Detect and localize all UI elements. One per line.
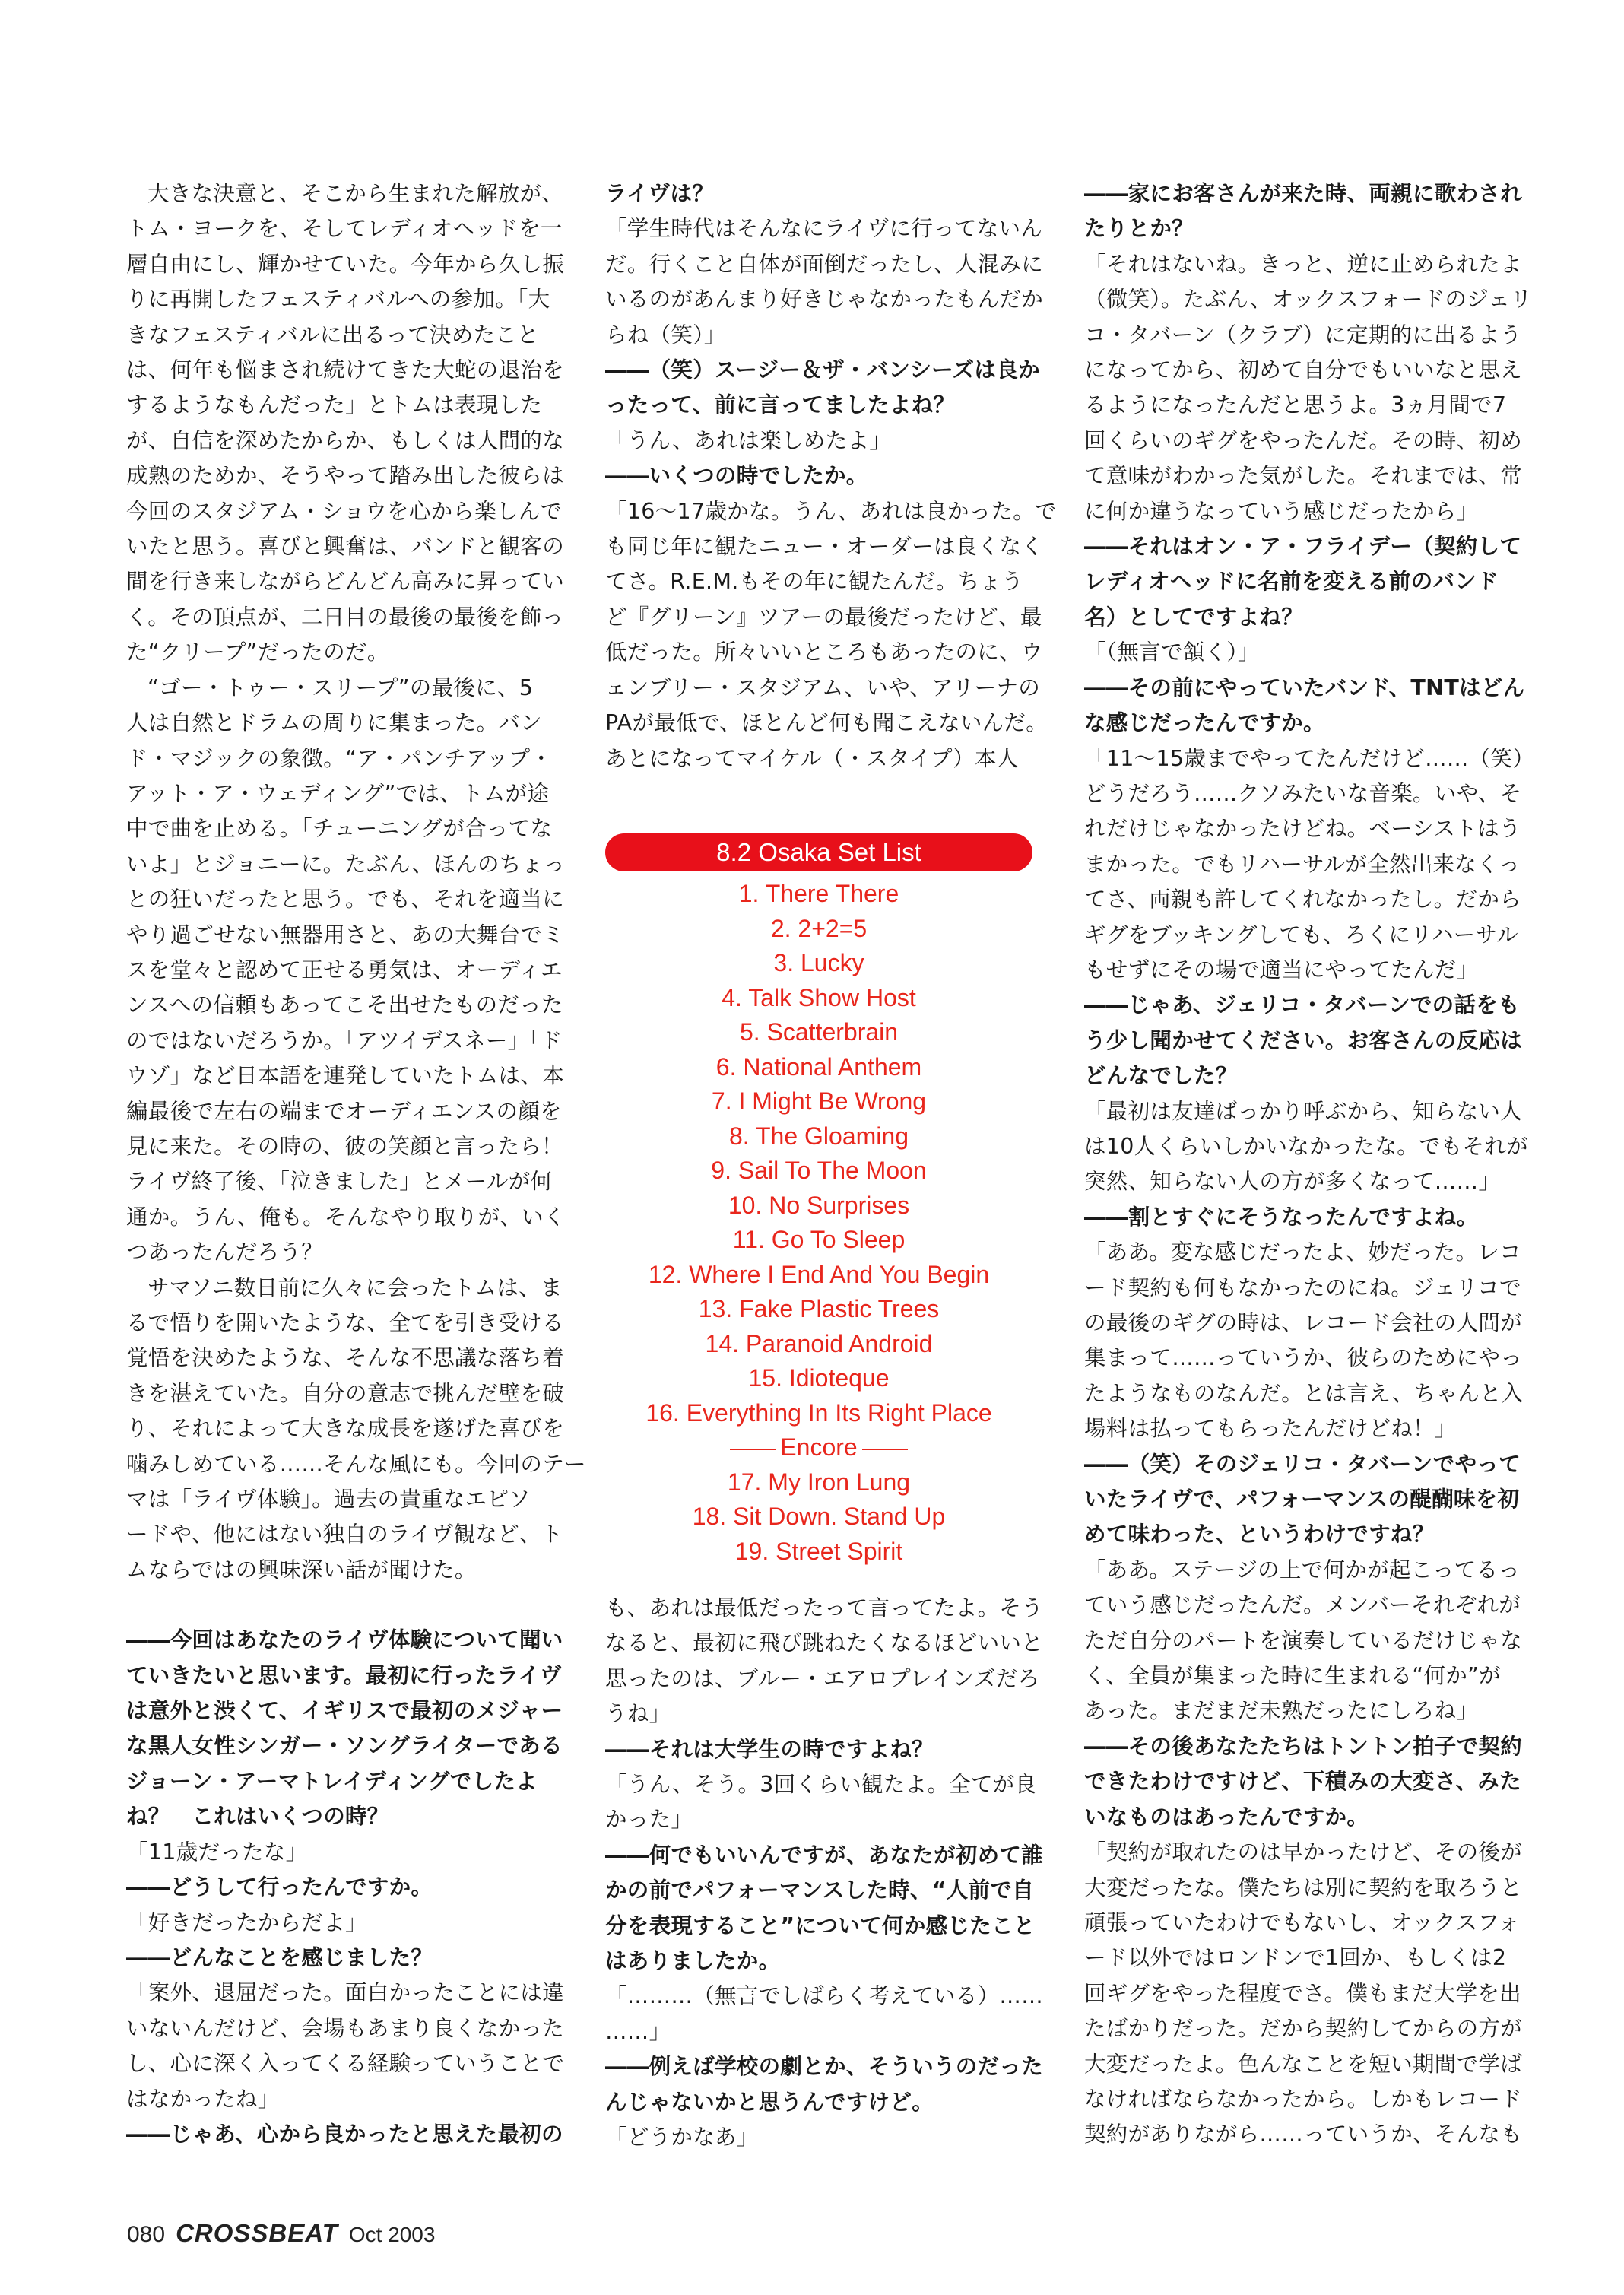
body-text-line: コ・タバーン（クラブ）に定期的に出るよう [1084, 322, 1522, 348]
setlist-track: 3. Lucky [773, 949, 864, 976]
interview-question-line: ――それはオン・ア・フライデー（契約して [1084, 534, 1522, 560]
body-text-line: 中で曲を止める。「チューニングが合ってな [126, 816, 553, 842]
interview-question-line: う少し聞かせてください。お客さんの反応は [1084, 1027, 1523, 1053]
body-text-line: もせずにその場で適当にやってたんだ」 [1084, 957, 1479, 982]
article-column-3 [1084, 176, 1535, 2153]
body-text-line: ド・マジックの象徴。“ア・パンチアップ・ [126, 745, 553, 771]
body-text-line: ード以外ではロンドンで1回か、もしくは2 [1084, 1945, 1507, 1971]
interview-question-line: ――その前にやっていたバンド、TNTはどん [1084, 675, 1525, 700]
body-text-line: 「16〜17歳かな。うん、あれは良かった。で [605, 498, 1057, 524]
magazine-name: CROSSBEAT [176, 2219, 338, 2247]
body-text-line: 成熟のためか、そうやって踏み出した彼らは [126, 463, 565, 489]
body-text-line: り、それによって大きな成長を遂げた喜びを [126, 1416, 565, 1442]
body-text-line: ウゾ」など日本語を連発していたトムは、本 [126, 1063, 565, 1089]
body-text-line: 「どうかなあ」 [605, 2125, 759, 2151]
setlist-track: 14. Paranoid Android [705, 1329, 933, 1357]
body-text-line: 回くらいのギグをやったんだ。その時、初め [1084, 427, 1523, 453]
body-text-line: た“クリープ”だったのだ。 [126, 640, 389, 665]
body-text-line: いたと思う。喜びと興奮は、バンドと観客の [126, 534, 565, 560]
body-text-line: かった」 [605, 1807, 693, 1833]
body-text-line: 覚悟を決めたような、そんな不思議な落ち着 [126, 1345, 565, 1371]
interview-question-line: ――その後あなたたちはトントン拍子で契約 [1084, 1733, 1523, 1759]
body-text-line: 低だった。所々いいところもあったのに、ウ [605, 640, 1043, 665]
body-text-line: の最後のギグの時は、レコード会社の人間が [1084, 1310, 1523, 1335]
article-column-2-top [605, 176, 1057, 776]
body-text-line: ェンブリー・スタジアム、いや、アリーナの [605, 675, 1041, 700]
body-text-line: 間を行き来しながらどんどん高みに昇ってい [126, 569, 565, 595]
page-footer [127, 2219, 435, 2249]
body-text-line: いるのがあんまり好きじゃなかったもんだか [605, 287, 1044, 313]
interview-question-line: ――それは大学生の時ですよね？ [605, 1736, 934, 1762]
interview-question-line: ライヴは？ [605, 181, 715, 206]
body-text-line: ンスへの信頼もあってこそ出せたものだった [126, 992, 563, 1018]
interview-question-line: ――今回はあなたのライヴ体験について聞い [126, 1627, 563, 1653]
body-text-line: 「11〜15歳までやってたんだけど……（笑） [1084, 745, 1535, 771]
body-text-line: （微笑）。たぶん、オックスフォードのジェリ [1084, 287, 1533, 313]
setlist-track: 17. My Iron Lung [727, 1468, 911, 1496]
setlist-track: 18. Sit Down. Stand Up [692, 1503, 946, 1530]
body-text-line: れだけじゃなかったけどね。ベーシストはう [1084, 816, 1521, 842]
body-text-line: 大変だったよ。色んなことを短い期間で学ば [1084, 2051, 1523, 2077]
encore-rule-left [730, 1449, 776, 1450]
interview-question-line: な黒人女性シンガー・ソングライターである [126, 1733, 563, 1759]
body-text-line: 「案外、退屈だった。面白かったことには違 [126, 1980, 565, 2006]
body-text-line: く。その頂点が、二日目の最後の最後を飾っ [126, 604, 564, 630]
interview-question-line: ――じゃあ、心から良かったと思えた最初の [126, 2121, 563, 2147]
body-text-line: 噛みしめている……そんな風にも。今回のテー [126, 1451, 586, 1477]
interview-question-line: どんなでした？ [1084, 1063, 1238, 1089]
interview-question-line: ね？ これはいくつの時？ [126, 1804, 389, 1830]
setlist-track: 19. Street Spirit [734, 1537, 903, 1565]
body-text-line: マは「ライヴ体験」。過去の貴重なエピソ [126, 1487, 531, 1513]
body-text-line: らね（笑）」 [605, 322, 726, 348]
body-text-line: ギグをブッキングしても、ろくにリハーサル [1084, 922, 1518, 948]
interview-question-line: かの前でパフォーマンスした時、“人前で自 [605, 1878, 1034, 1903]
body-text-line: スを堂々と認めて正せる勇気は、オーディエ [126, 957, 563, 982]
setlist-title: 8.2 Osaka Set List [605, 833, 1032, 871]
interview-question-line: ――割とすぐにそうなったんですよね。 [1084, 1204, 1479, 1230]
body-text-line: ……」 [605, 2018, 671, 2044]
body-text-line: トム・ヨークを、そしてレディオヘッドを一 [126, 216, 563, 242]
body-text-line: 「好きだったからだよ」 [126, 1909, 367, 1935]
body-text-line: く、全員が集まった時に生まれる“何か”が [1084, 1663, 1501, 1689]
interview-question-line: ――例えば学校の劇とか、そういうのだった [605, 2054, 1044, 2080]
interview-question-line: ――（笑）スージー＆ザ・バンシーズは良か [605, 357, 1040, 383]
body-text-line: 「うん、そう。3回くらい観たよ。全てが良 [605, 1772, 1037, 1798]
body-text-line: どうだろう……クソみたいな音楽。いや、そ [1084, 780, 1522, 806]
body-text-line: 見に来た。その時の、彼の笑顔と言ったら！ [126, 1133, 563, 1159]
body-text-line: るで悟りを開いたような、全てを引き受ける [126, 1310, 564, 1335]
body-text-line: つあったんだろう？ [126, 1240, 323, 1265]
interview-question-line: ていきたいと思います。最初に行ったライヴ [126, 1662, 562, 1688]
interview-question-line: たりとか？ [1084, 216, 1194, 242]
body-text-line: し、心に深く入ってくる経験っていうことで [126, 2051, 565, 2077]
body-text-line: は、何年も悩まされ続けてきた大蛇の退治を [126, 357, 565, 383]
setlist-track: 5. Scatterbrain [739, 1018, 899, 1046]
body-text-line: 「最初は友達ばっかり呼ぶから、知らない人 [1084, 1098, 1523, 1124]
body-text-line: ただ自分のパートを演奏しているだけじゃな [1084, 1627, 1523, 1653]
interview-question-line: ジョーン・アーマトレイディングでしたよ [126, 1768, 538, 1794]
body-text-line: 大変だったな。僕たちは別に契約を取ろうと [1084, 1874, 1523, 1900]
body-text-line: 人は自然とドラムの周りに集まった。バン [126, 710, 542, 736]
body-text-line: あとになってマイケル（・スタイプ）本人 [605, 745, 1019, 771]
interview-question-line: ったって、前に言ってましたよね？ [605, 392, 956, 418]
interview-question-line: いたライヴで、パフォーマンスの醍醐味を初 [1084, 1487, 1520, 1513]
body-text-line: たばかりだった。だから契約してからの方が [1084, 2016, 1523, 2042]
setlist-track: 15. Idioteque [748, 1364, 890, 1392]
body-text-line: との狂いだったと思う。でも、それを適当に [126, 887, 565, 913]
body-text-line: ライヴ終了後、「泣きました」とメールが何 [126, 1169, 553, 1195]
body-text-line: サマソニ数日前に久々に会ったトムは、ま [147, 1274, 563, 1300]
encore-divider [605, 1430, 1032, 1465]
interview-question-line: ――じゃあ、ジェリコ・タバーンでの話をも [1084, 992, 1520, 1018]
setlist-track: 4. Talk Show Host [722, 983, 916, 1011]
setlist-track: 11. Go To Sleep [732, 1226, 906, 1253]
body-text-line: 「（無言で頷く）」 [1084, 640, 1260, 665]
track-list [605, 877, 1032, 1430]
setlist-track: 10. No Surprises [728, 1191, 910, 1219]
body-text-line: まかった。でもリハーサルが全然出来なくっ [1084, 851, 1521, 877]
encore-label: Encore [780, 1433, 858, 1461]
body-text-line: 思ったのは、ブルー・エアロプレインズだろ [605, 1665, 1040, 1691]
setlist-box [605, 833, 1032, 1569]
body-text-line: きなフェスティバルに出るって決めたこと [126, 322, 539, 348]
article-column-1 [126, 176, 586, 2152]
body-text-line: するようなもんだった」とトムは表現した [126, 392, 543, 418]
body-text-line: ムならではの興味深い話が聞けた。 [126, 1557, 477, 1582]
interview-question-line: レディオヘッドに名前を変える前のバンド [1084, 569, 1499, 595]
body-text-line: 大きな決意と、そこから生まれた解放が、 [147, 181, 564, 206]
body-text-line: いないんだけど、会場もあまり良くなかった [126, 2015, 565, 2041]
article-column-2-bottom [605, 1591, 1044, 2156]
body-text-line: 「11歳だったな」 [126, 1839, 308, 1865]
interview-question-line: ――何でもいいんですが、あなたが初めて誰 [605, 1842, 1044, 1868]
interview-question-line: できたわけですけど、下積みの大変さ、みた [1084, 1769, 1521, 1795]
body-text-line: ど『グリーン』ツアーの最後だったけど、最 [605, 604, 1042, 630]
body-text-line: 突然、知らない人の方が多くなって……」 [1084, 1169, 1501, 1195]
body-text-line: ード契約も何もなかったのにね。ジェリコで [1084, 1274, 1521, 1300]
interview-question-line: めて味わった、というわけですね？ [1084, 1522, 1435, 1547]
body-text-line: りに再開したフェスティバルへの参加。「大 [126, 287, 550, 313]
body-text-line: 契約がありながら……っていうか、そんなも [1084, 2122, 1523, 2147]
page-number: 080 [127, 2222, 166, 2247]
body-text-line: 層自由にし、輝かせていた。今年から久し振 [126, 251, 565, 277]
setlist-track: 8. The Gloaming [729, 1122, 909, 1150]
body-text-line: 編最後で左右の端までオーディエンスの顔を [126, 1098, 562, 1124]
body-text-line: 頑張っていたわけでもないし、オックスフォ [1084, 1909, 1521, 1935]
interview-question-line: ――どんなことを感じました？ [126, 1944, 433, 1970]
body-text-line: ていう感じだったんだ。メンバーそれぞれが [1084, 1592, 1521, 1618]
body-text-line: 「それはないね。きっと、逆に止められたよ [1084, 251, 1523, 277]
body-text-line: 集まって……っていうか、彼らのためにやっ [1084, 1345, 1523, 1371]
setlist-track: 2. 2+2=5 [770, 914, 868, 942]
body-text-line: あった。まだまだ未熟だったにしろね」 [1084, 1698, 1479, 1724]
interview-question-line: ――いくつの時でしたか。 [605, 463, 868, 489]
setlist-track: 12. Where I End And You Begin [648, 1260, 990, 1288]
body-text-line: 今回のスタジアム・ショウを心から楽しんで [126, 498, 563, 524]
body-text-line: のではないだろうか。「アツイデスネー」「ド [126, 1027, 563, 1053]
encore-track-list [605, 1465, 1032, 1570]
body-text-line: に何か違うなっていう感じだったから」 [1084, 498, 1479, 524]
body-text-line: 「………（無言でしばらく考えている）…… [605, 1983, 1044, 2009]
encore-rule-right [862, 1449, 908, 1450]
body-text-line: てさ。R.E.M.もその年に観たんだ。ちょう [605, 569, 1024, 595]
setlist-track: 6. National Anthem [715, 1052, 922, 1081]
body-text-line: たようなものなんだ。とは言え、ちゃんと入 [1084, 1380, 1524, 1406]
interview-question-line: ――どうして行ったんですか。 [126, 1874, 433, 1900]
body-text-line: ードや、他にはない独自のライヴ観など、ト [126, 1522, 563, 1547]
setlist-track: 16. Everything In Its Right Place [645, 1398, 992, 1427]
body-text-line: はなかったね」 [126, 2086, 280, 2112]
body-text-line: いよ」とジョニーに。たぶん、ほんのちょっ [126, 851, 566, 877]
body-text-line: 「学生時代はそんなにライヴに行ってないん [605, 216, 1043, 242]
body-text-line: なると、最初に飛び跳ねたくなるほどいいと [605, 1630, 1044, 1656]
body-text-line: 通か。うん、俺も。そんなやり取りが、いく [126, 1204, 566, 1230]
paragraph-gap [126, 1588, 558, 1623]
interview-question-line: は意外と渋くて、イギリスで最初のメジャー [126, 1698, 563, 1724]
body-text-line: 「うん、あれは楽しめたよ」 [605, 427, 892, 453]
body-text-line: てさ、両親も許してくれなかったし。だから [1084, 887, 1521, 913]
body-text-line: 回ギグをやった程度でさ。僕もまだ大学を出 [1084, 1980, 1521, 2006]
interview-question-line: ――（笑）そのジェリコ・タバーンでやって [1084, 1451, 1521, 1477]
body-text-line: “ゴー・トゥー・スリープ”の最後に、5 [147, 675, 534, 700]
body-text-line: きを湛えていた。自分の意志で挑んだ壁を破 [126, 1380, 565, 1406]
body-text-line: が、自信を深めたからか、もしくは人間的な [126, 427, 565, 453]
body-text-line: だ。行くこと自体が面倒だったし、人混みに [605, 251, 1044, 277]
body-text-line: うね」 [605, 1701, 671, 1727]
interview-question-line: 分を表現すること”について何か感じたこと [605, 1912, 1036, 1938]
interview-question-line: はありましたか。 [605, 1948, 781, 1974]
body-text-line: アット・ア・ウェディング”では、トムが途 [126, 780, 550, 806]
body-text-line: るようになったんだと思うよ。3ヵ月間で7 [1084, 392, 1507, 418]
body-text-line: 場料は払ってもらったんだけどね！」 [1084, 1416, 1457, 1442]
issue-date: Oct 2003 [348, 2223, 436, 2246]
body-text-line: やり過ごせない無器用さと、あの大舞台でミ [126, 922, 565, 948]
body-text-line: 「ああ。変な感じだったよ、妙だった。レコ [1084, 1240, 1521, 1265]
setlist-track: 13. Fake Plastic Trees [698, 1295, 940, 1322]
body-text-line: は10人くらいしかいなかったな。でもそれが [1084, 1133, 1529, 1159]
body-text-line: PAが最低で、ほとんど何も聞こえないんだ。 [605, 710, 1048, 736]
interview-question-line: ――家にお客さんが来た時、両親に歌わされ [1084, 181, 1523, 206]
setlist-track: 9. Sail To The Moon [711, 1157, 927, 1184]
setlist-track: 1. There There [738, 880, 899, 907]
interview-question-line: いなものはあったんですか。 [1084, 1804, 1369, 1830]
body-text-line: 「契約が取れたのは早かったけど、その後が [1084, 1839, 1523, 1865]
body-text-line: になってから、初めて自分でもいいなと思え [1084, 357, 1523, 383]
body-text-line: も、あれは最低だったって言ってたよ。そう [605, 1595, 1044, 1620]
interview-question-line: な感じだったんですか。 [1084, 710, 1325, 736]
body-text-line: なければならなかったから。しかもレコード [1084, 2086, 1523, 2112]
body-text-line: て意味がわかった気がした。それまでは、常 [1084, 463, 1523, 489]
interview-question-line: 名）としてですよね？ [1084, 604, 1304, 630]
body-text-line: も同じ年に観たニュー・オーダーは良くなく [605, 534, 1044, 560]
interview-question-line: んじゃないかと思うんですけど。 [605, 2089, 934, 2115]
setlist-track: 7. I Might Be Wrong [711, 1087, 927, 1115]
body-text-line: 「ああ。ステージの上で何かが起こってるっ [1084, 1557, 1521, 1582]
